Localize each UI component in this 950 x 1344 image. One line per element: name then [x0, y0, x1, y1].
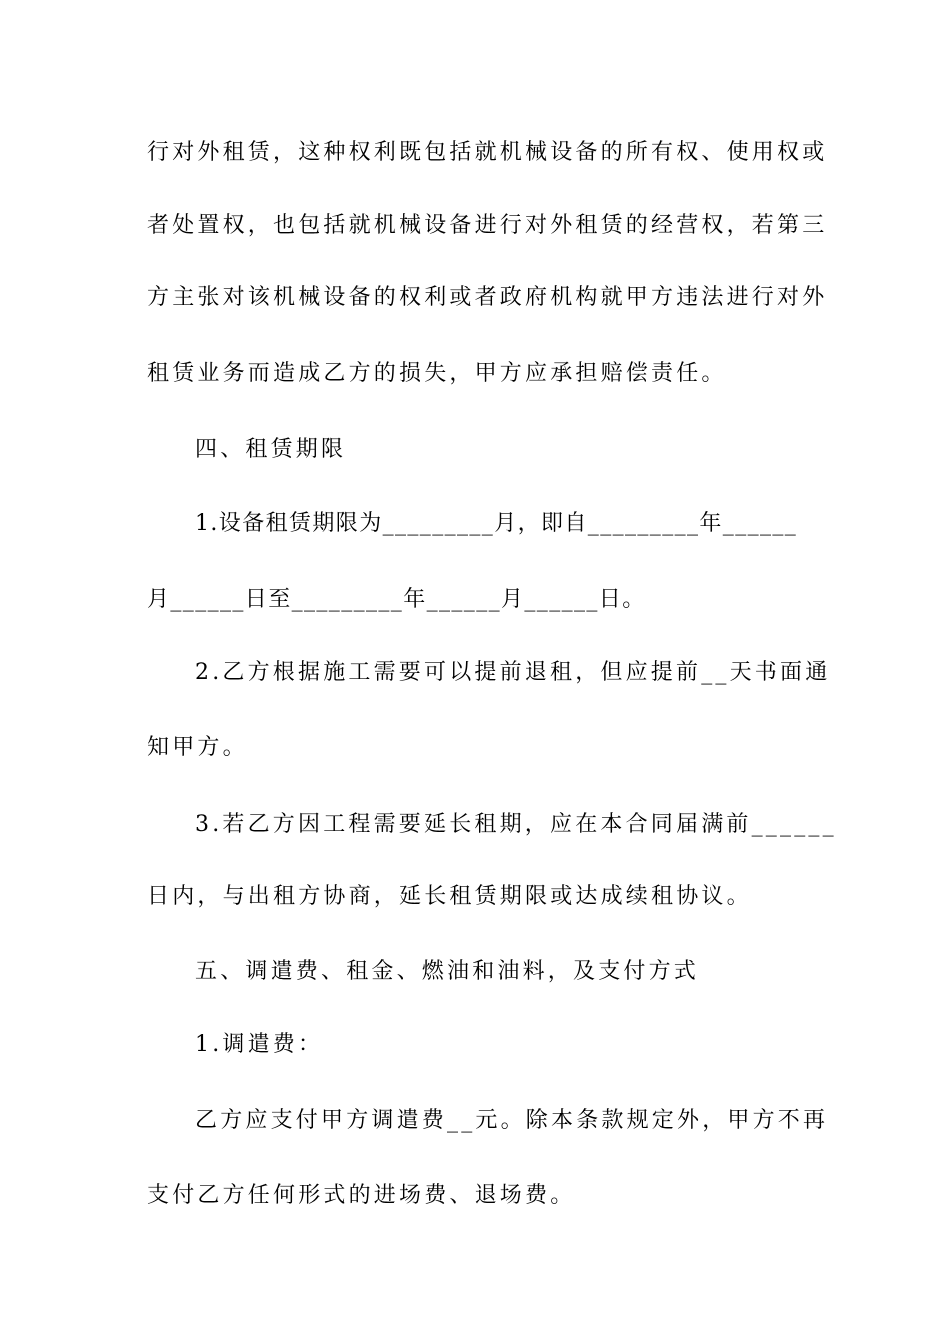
paragraph-line: 支付乙方任何形式的进场费、退场费。 [147, 1183, 576, 1208]
paragraph-line: 3.若乙方因工程需要延长租期，应在本合同届满前______ [195, 812, 837, 837]
paragraph-line: 日内，与出租方协商，延长租赁期限或达成续租协议。 [147, 884, 752, 909]
paragraph-line: 1.设备租赁期限为_________月，即自_________年______ [195, 511, 798, 536]
paragraph-line: 乙方应支付甲方调遣费__元。除本条款规定外，甲方不再 [195, 1108, 829, 1133]
paragraph-line: 租赁业务而造成乙方的损失，甲方应承担赔偿责任。 [147, 361, 727, 386]
paragraph-line: 2.乙方根据施工需要可以提前退租，但应提前__天书面通 [195, 660, 831, 685]
paragraph-line: 行对外租赁，这种权利既包括就机械设备的所有权、使用权或 [147, 140, 828, 165]
section-heading: 五、调遣费、租金、燃油和油料，及支付方式 [195, 959, 700, 984]
paragraph-line: 知甲方。 [147, 735, 248, 760]
paragraph-line: 月______日至_________年______月______日。 [147, 587, 646, 612]
paragraph-line: 方主张对该机械设备的权利或者政府机构就甲方违法进行对外 [147, 285, 828, 310]
section-heading: 四、租赁期限 [195, 437, 347, 462]
paragraph-line: 者处置权，也包括就机械设备进行对外租赁的经营权，若第三 [147, 213, 828, 238]
paragraph-line: 1.调遣费： [195, 1032, 324, 1057]
